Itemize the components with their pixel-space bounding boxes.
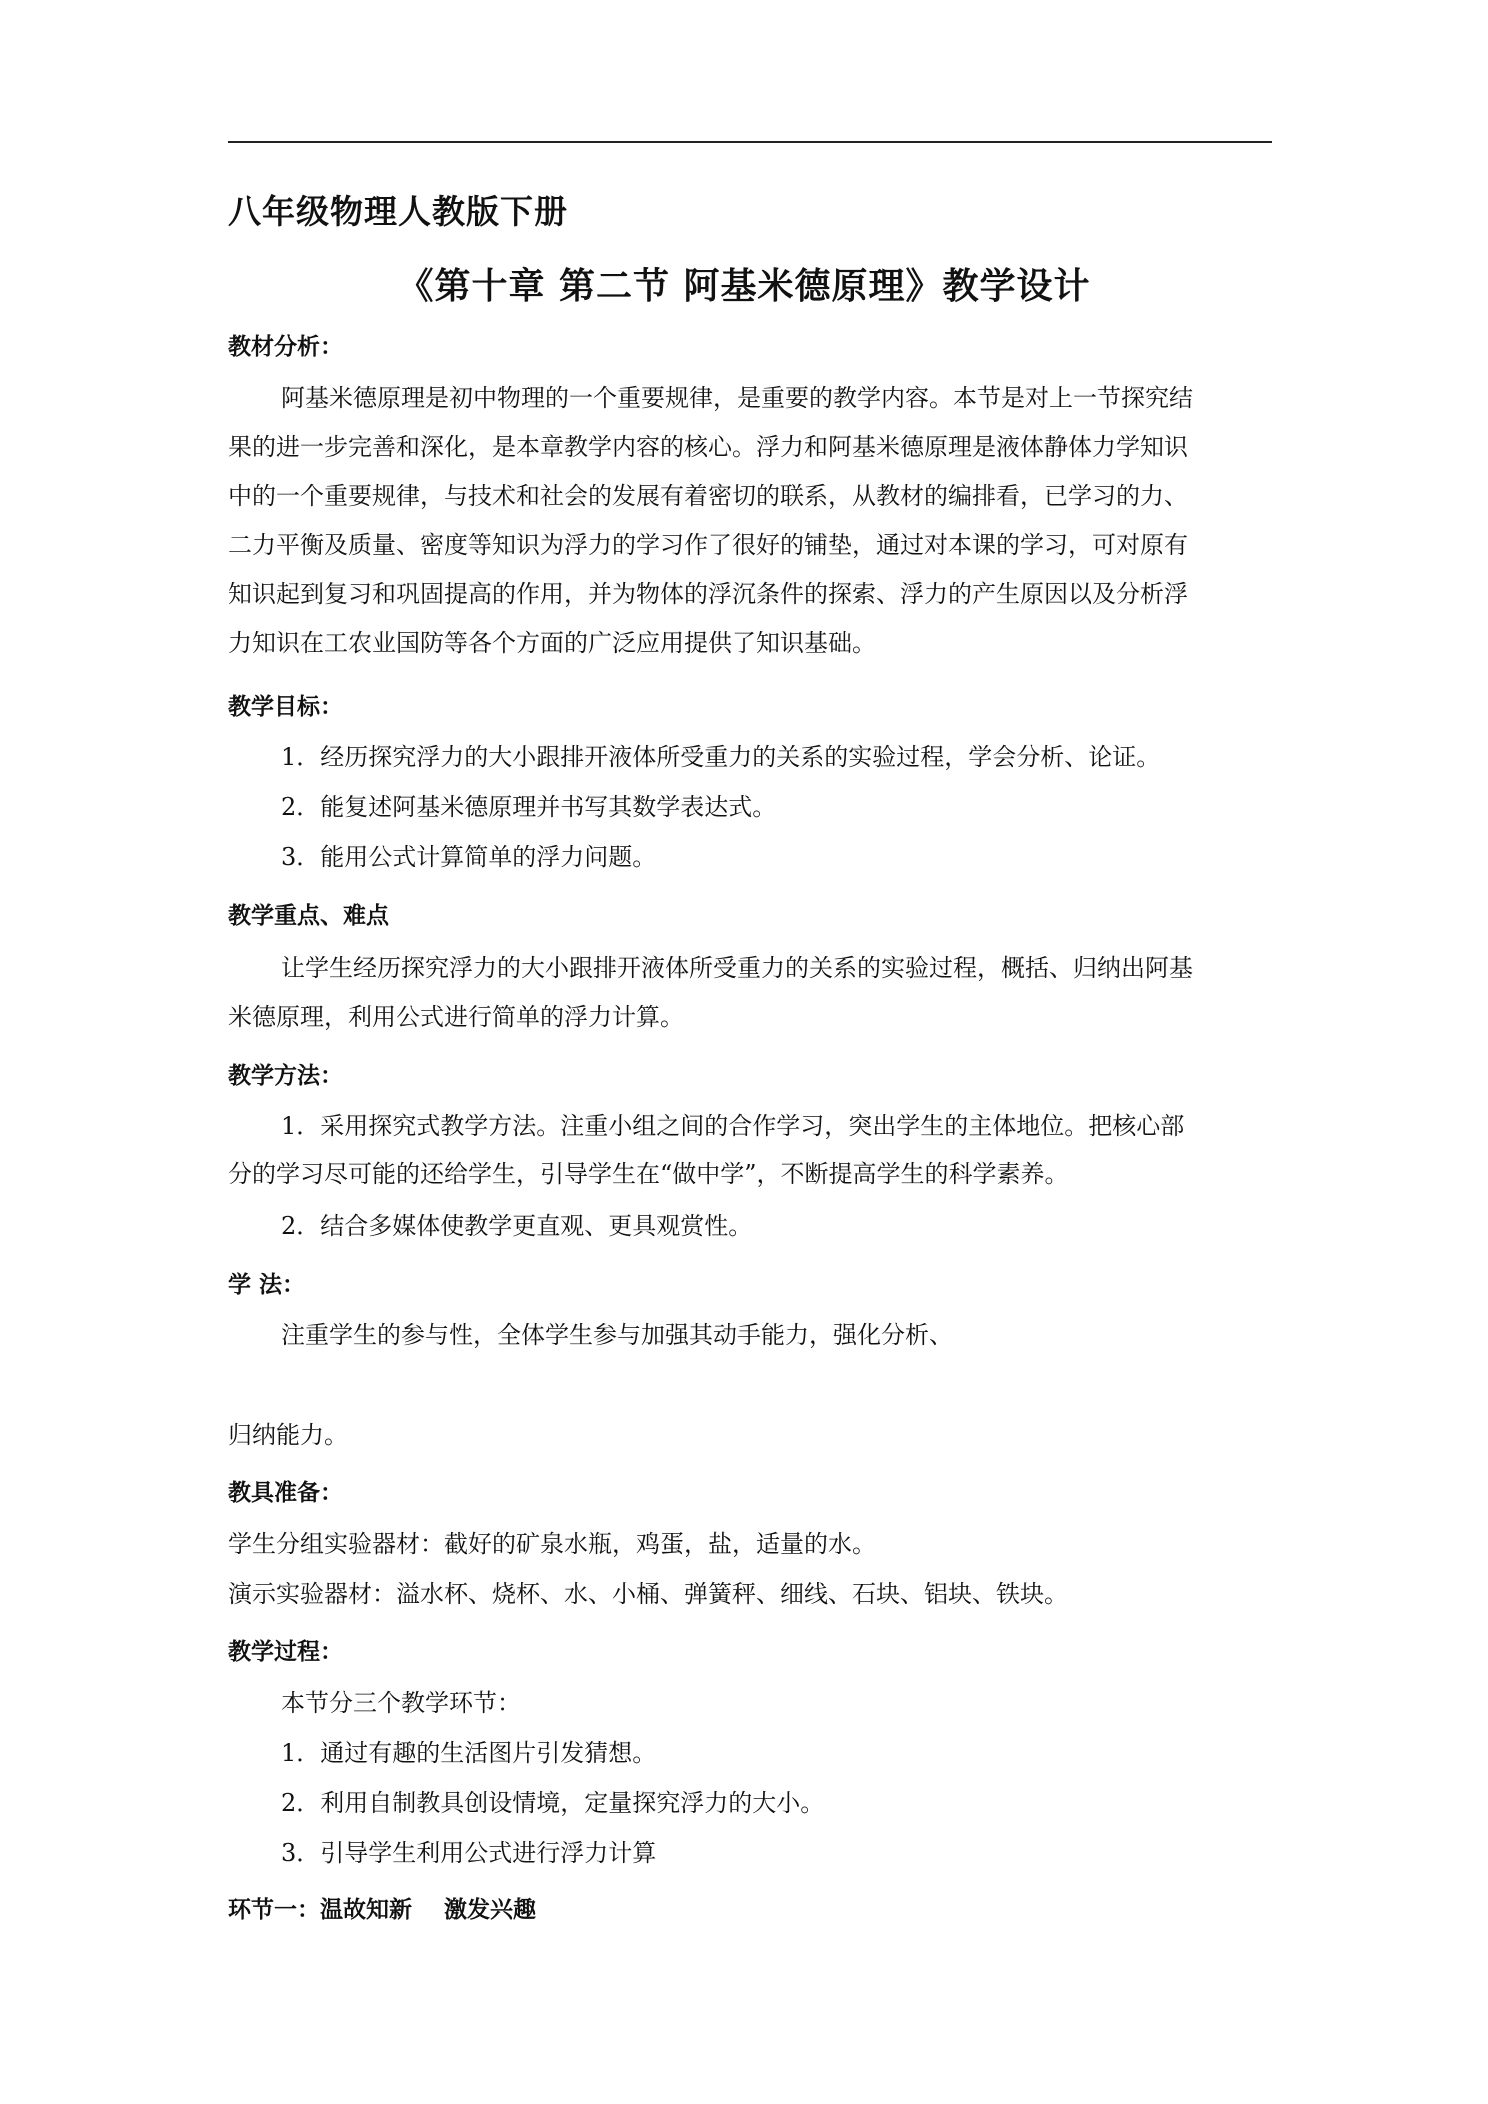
goal-item: 3．能用公式计算简单的浮力问题。 (281, 843, 657, 871)
paragraph-line: 知识起到复习和巩固提高的作用，并为物体的浮沉条件的探索、浮力的产生原因以及分析浮 (228, 580, 1188, 608)
heading-tools: 教具准备： (228, 1480, 343, 1506)
paragraph-line: 2．结合多媒体使教学更直观、更具观赏性。 (281, 1212, 753, 1240)
paragraph-line: 1．采用探究式教学方法。注重小组之间的合作学习，突出学生的主体地位。把核心部 (281, 1112, 1185, 1140)
paragraph-line: 阿基米德原理是初中物理的一个重要规律，是重要的教学内容。本节是对上一节探究结 (281, 384, 1193, 412)
process-item: 2．利用自制教具创设情境，定量探究浮力的大小。 (281, 1789, 825, 1817)
paragraph-line: 本节分三个教学环节： (281, 1689, 521, 1717)
grade-title: 八年级物理人教版下册 (228, 192, 568, 231)
paragraph-line: 演示实验器材：溢水杯、烧杯、水、小桶、弹簧秤、细线、石块、铝块、铁块。 (228, 1580, 1068, 1608)
paragraph-line: 归纳能力。 (228, 1421, 348, 1449)
paragraph-line: 果的进一步完善和深化，是本章教学内容的核心。浮力和阿基米德原理是液体静体力学知识 (228, 433, 1188, 461)
paragraph-line: 米德原理，利用公式进行简单的浮力计算。 (228, 1003, 684, 1031)
heading-stage-one: 环节一：温故知新 激发兴趣 (228, 1897, 537, 1923)
paragraph-line: 让学生经历探究浮力的大小跟排开液体所受重力的关系的实验过程，概括、归纳出阿基 (281, 954, 1193, 982)
heading-goals: 教学目标： (228, 694, 343, 720)
process-item: 3．引导学生利用公式进行浮力计算 (281, 1839, 657, 1867)
main-title: 《第十章 第二节 阿基米德原理》教学设计 (397, 266, 1091, 307)
process-item: 1．通过有趣的生活图片引发猜想。 (281, 1739, 657, 1767)
header-rule (228, 141, 1272, 143)
paragraph-line: 分的学习尽可能的还给学生，引导学生在“做中学”，不断提高学生的科学素养。 (228, 1160, 1069, 1188)
heading-material: 教材分析： (228, 334, 343, 360)
paragraph-line: 中的一个重要规律，与技术和社会的发展有着密切的联系，从教材的编排看，已学习的力、 (228, 482, 1188, 510)
heading-keypoints: 教学重点、难点 (228, 903, 389, 929)
heading-methods: 教学方法： (228, 1063, 343, 1089)
heading-study: 学 法： (228, 1272, 306, 1298)
paragraph-line: 二力平衡及质量、密度等知识为浮力的学习作了很好的铺垫，通过对本课的学习，可对原有 (228, 531, 1188, 559)
paragraph-line: 力知识在工农业国防等各个方面的广泛应用提供了知识基础。 (228, 629, 876, 657)
paragraph-line: 注重学生的参与性，全体学生参与加强其动手能力，强化分析、 (281, 1321, 953, 1349)
heading-process: 教学过程： (228, 1639, 343, 1665)
paragraph-line: 学生分组实验器材：截好的矿泉水瓶，鸡蛋，盐，适量的水。 (228, 1530, 876, 1558)
goal-item: 2．能复述阿基米德原理并书写其数学表达式。 (281, 793, 777, 821)
goal-item: 1．经历探究浮力的大小跟排开液体所受重力的关系的实验过程，学会分析、论证。 (281, 743, 1161, 771)
